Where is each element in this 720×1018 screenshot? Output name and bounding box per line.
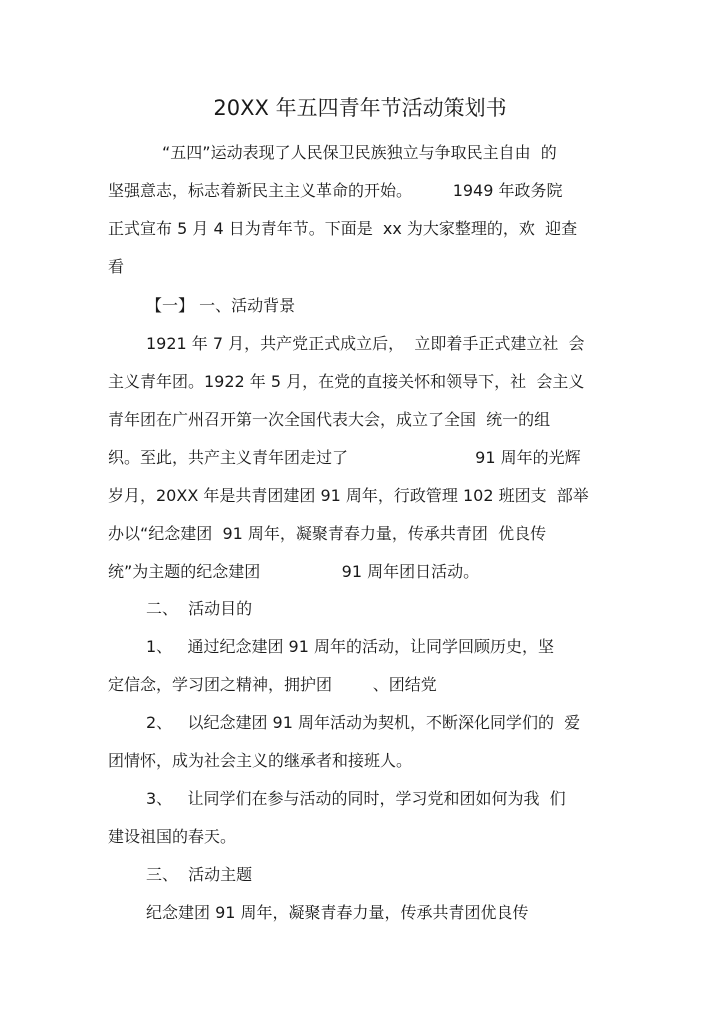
section1-line-3: 青年团在广州召开第一次全国代表大会，成立了全国 统一的组	[108, 410, 551, 429]
section1-line-5: 岁月，20XX 年是共青团建团 91 周年，行政管理 102 班团支 部举	[108, 486, 589, 505]
section2-line-6: 建设祖国的春天。	[108, 827, 237, 846]
section2-line-3: 2、 以纪念建团 91 周年活动为契机，不断深化同学们的 爱	[146, 713, 581, 732]
section1-line-2: 主义青年团。1922 年 5 月，在党的直接关怀和领导下，社 会主义	[108, 372, 585, 391]
document-title: 20XX 年五四青年节活动策划书	[213, 96, 507, 120]
section2-heading: 二、 活动目的	[146, 599, 253, 618]
section1-line-1: 1921 年 7 月，共产党正式成立后， 立即着手正式建立社 会	[146, 334, 585, 353]
section3-line-1: 纪念建团 91 周年，凝聚青春力量，传承共青团优良传	[146, 903, 529, 922]
section2-line-1: 1、 通过纪念建团 91 周年的活动，让同学回顾历史，坚	[146, 637, 554, 656]
section1-line-6: 办以“纪念建团 91 周年，凝聚青春力量，传承共青团 优良传	[108, 524, 547, 543]
section2-line-4: 团情怀，成为社会主义的继承者和接班人。	[108, 751, 413, 770]
section3-heading: 三、 活动主题	[146, 865, 253, 884]
section1-line-4: 织。至此，共产主义青年团走过了 91 周年的光辉	[108, 448, 581, 467]
intro-line-4: 看	[108, 257, 125, 276]
intro-line-3: 正式宣布 5 月 4 日为青年节。下面是 xx 为大家整理的，欢 迎查	[108, 219, 578, 238]
intro-line-2: 坚强意志，标志着新民主主义革命的开始。 1949 年政务院	[108, 181, 563, 200]
section1-line-7: 统”为主题的纪念建团 91 周年团日活动。	[108, 562, 480, 581]
section1-heading: 【一】 一、活动背景	[146, 296, 296, 315]
intro-line-1: “五四”运动表现了人民保卫民族独立与争取民主自由 的	[162, 143, 557, 162]
section2-line-2: 定信念，学习团之精神，拥护团 、团结党	[108, 675, 437, 694]
section2-line-5: 3、 让同学们在参与活动的同时，学习党和团如何为我 们	[146, 789, 566, 808]
